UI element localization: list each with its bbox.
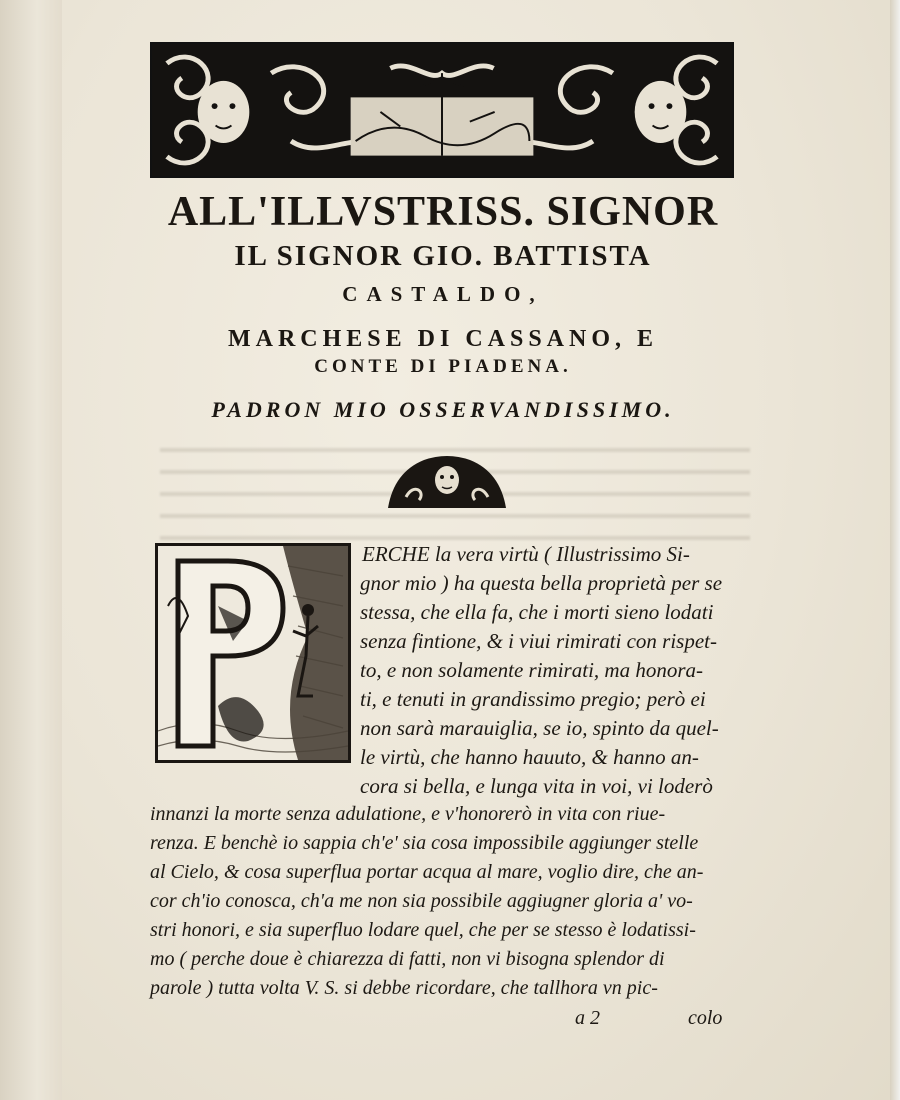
catchword: colo	[688, 1007, 723, 1029]
body-line-9: cora si bella, e lunga vita in voi, vi loderò	[360, 774, 713, 798]
signature-mark: a 2	[575, 1007, 600, 1029]
body-line-7: non sarà marauiglia, se io, spinto da quel-	[360, 716, 719, 740]
body-line-16: parole ) tutta volta V. S. si debbe ricordare, che tallhora vn pic-	[150, 977, 658, 999]
body-line-11: renza. E benchè io sappia ch'e' sia cosa impossibile aggiunger stelle	[150, 832, 699, 854]
body-line-14: stri honori, e sia superfluo lodare quel, che per se stesso è lodatissi-	[150, 919, 696, 941]
body-line-6: ti, e tenuti in grandissimo pregio; però ei	[360, 687, 706, 711]
dedication-line-6: PADRON MIO OSSERVANDISSIMO.	[211, 397, 675, 422]
dedication-line-4: MARCHESE DI CASSANO, E	[227, 326, 659, 352]
body-line-4: senza fintione, & i viui rimirati con rispet-	[360, 629, 717, 653]
body-line-13: cor ch'io conosca, ch'a me non sia possibile aggiugner gloria a' vo-	[150, 890, 693, 912]
body-line-10: innanzi la morte senza adulatione, e v'honorerò in vita con riue-	[150, 803, 666, 825]
body-line-1: ERCHE la vera virtù ( Illustrissimo Si-	[362, 542, 690, 566]
body-line-2: gnor mio ) ha questa bella proprietà per se	[360, 571, 723, 595]
dedication-line-5: CONTE DI PIADENA.	[314, 356, 572, 377]
body-line-8: le virtù, che hanno hauuto, & hanno an-	[360, 745, 699, 769]
dedication-line-1: ALL'ILLVSTRISS. SIGNOR	[167, 189, 719, 235]
body-line-15: mo ( perche doue è chiarezza di fatti, non vi bisogna splendor di	[150, 948, 665, 970]
dedication-line-3: CASTALDO,	[342, 282, 544, 306]
body-line-3: stessa, che ella fa, che i morti sieno lodati	[360, 600, 714, 624]
body-line-5: to, e non solamente rimirati, ma honora-	[360, 658, 703, 682]
body-line-12: al Cielo, & cosa superflua portar acqua al mare, voglio dire, che an-	[150, 861, 704, 883]
dedication-line-2: IL SIGNOR GIO. BATTISTA	[234, 240, 652, 272]
